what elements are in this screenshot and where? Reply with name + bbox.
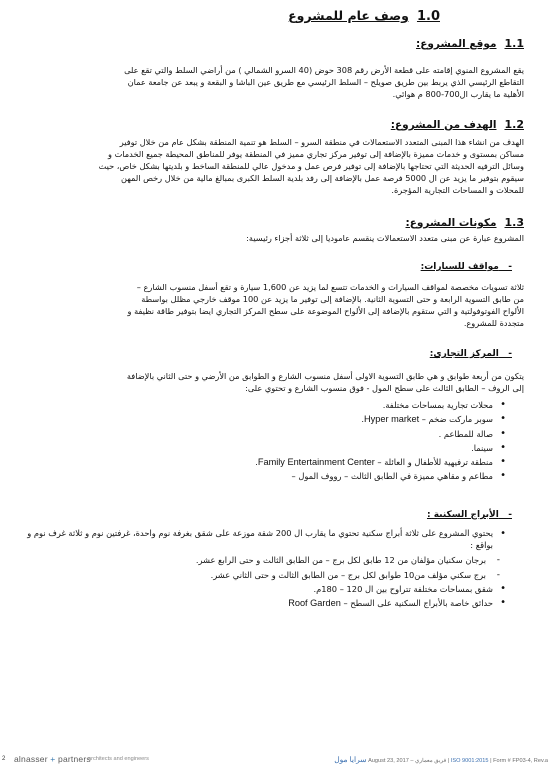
project-name: سرايا مول: [334, 755, 367, 764]
logo-name: alnasser: [14, 754, 48, 764]
form-number: | Form # FP03-4, Rev.a: [490, 758, 548, 764]
company-logo: [14, 754, 91, 764]
subsection-number: 1.1: [504, 37, 524, 50]
section-heading: [288, 8, 440, 24]
page-number: 2: [2, 756, 6, 762]
item-text: مطاعم و مقاهي مميزة في الطابق الثالث – رووف المول –: [291, 471, 493, 482]
list-item: [36, 398, 506, 412]
iso-label: ISO 9001:2015: [450, 758, 489, 764]
item-text: محلات تجارية بمساحات مختلفة.: [382, 400, 493, 410]
text-line: يتكون من أربعة طوابق و هي طابق التسوية الاولى أسفل منسوب الشارع و الطوابق من الأرضي و حتى الثاني بالإضافة: [126, 371, 524, 381]
subsection-number: 1.2: [504, 118, 524, 131]
item-text: سوبر ماركت ضخم –: [419, 414, 493, 425]
components-intro: المشروع عبارة عن مبنى متعدد الاستعمالات ينقسم عاموديا إلى ثلاثة أجزاء رئيسية:: [246, 233, 524, 243]
parking-title: مواقف للسيارات:: [420, 262, 499, 272]
list-item: [36, 469, 506, 483]
subsection-title: الهدف من المشروع:: [390, 119, 497, 131]
mall-heading: [430, 349, 512, 359]
item-text: حدائق خاصة بالأبراج السكنية على السطح –: [340, 598, 493, 609]
item-punct: .: [361, 414, 365, 425]
towers-title: الأبراج السكنية :: [426, 510, 499, 520]
section-number: 1.0: [416, 9, 440, 24]
section-title: وصف عام للمشروع: [288, 8, 409, 23]
text-line: الهدف من انشاء هذا المبنى المتعدد الاستعمالات في منطقة السرو – السلط هو تنمية المنطقة بشكل عام من خلال توفير: [119, 137, 524, 147]
goal-paragraph: [18, 136, 524, 196]
text-line: إلى الروف – الطابق الثالث على سطح المول - فوق منسوب الشارع و تحتوي على:: [245, 383, 524, 394]
item-text: برج سكني مؤلف من10 طوابق لكل برج – من الطابق الثالث و حتى الثاني عشر.: [210, 569, 486, 580]
page-footer: [0, 752, 552, 768]
text-line: ثلاثة تسويات مخصصة لمواقف السيارات و الخدمات تتسع لما يزيد عن 1,600 سيارة و تقع أسفل منسوب الشارع –: [136, 282, 524, 292]
dash-marker: -: [498, 262, 512, 272]
mall-paragraph: [18, 370, 524, 394]
footer-date: | فريق معماري – August 23, 2017: [368, 758, 450, 764]
item-latin-text: Roof Garden: [288, 598, 341, 609]
subsection-heading-location: [416, 37, 524, 50]
item-text: برجان سكنيان مؤلفان من 12 طابق لكل برج – من الطابق الثالث و حتى الرابع عشر.: [195, 555, 486, 566]
list-item: [22, 527, 506, 551]
parking-heading: [421, 262, 512, 272]
text-line: الأهلية ما يقارب ال700-800 م هوائي.: [392, 89, 524, 100]
item-text: شقق بمساحات مختلفة تتراوح بين ال 120 – 180م.: [313, 584, 493, 594]
subsection-title: موقع المشروع:: [416, 38, 497, 50]
text-line: وسائل الترفيه الحديثة التي تحتاجها بالإضافة إلى توفير فرص عمل و مدخول عالي للمنطقة الساخط و بلديتها بشكل خاص، حيث: [98, 161, 524, 172]
subsection-number: 1.3: [504, 216, 524, 229]
list-item: [36, 441, 506, 455]
list-item: [22, 568, 500, 582]
footer-meta: [334, 755, 548, 764]
subsection-heading-goal: [391, 118, 524, 131]
text-line: متجددة للمشروع.: [463, 318, 524, 329]
item-latin-text: Hyper market: [364, 414, 420, 425]
logo-partners: partners: [58, 754, 91, 764]
mall-title: المركز التجاري:: [429, 349, 499, 359]
text-line: من طابق التسوية الرابعة و حتى التسوية الثانية. بالإضافة إلى توفير ما يزيد عن 100 موقف خارجي مظلل بواسطة: [141, 294, 524, 305]
towers-heading: [427, 510, 512, 520]
dash-marker: -: [498, 510, 512, 520]
list-item: [36, 427, 506, 441]
text-line: للمحلات و المساحات التجارية المؤجرة.: [391, 185, 524, 196]
text-line: التقاطع الرئيسي الذي يربط بين طريق صويلح – السلط الرئيسي مع طريق عين الباشا و البقعة و يبعد عن جامعة عمان: [127, 77, 524, 88]
item-text: منطقة ترفيهية للأطفال و العائلة –: [374, 457, 493, 468]
list-item: [36, 412, 506, 426]
text-line: مساكن بمستوى و خدمات مميزة بالإضافة إلى توفير مركز تجاري مميز في المنطقة يوفر للمناطق المحيطة جميع الخدمات و: [108, 149, 524, 160]
text-line: سيقوم بتوفير ما يزيد عن ال 5000 فرصة عمل بالإضافة إلى رفد بلدية السلط الكبرى بمبالغ مالية من خلال رخص المهن: [120, 173, 524, 184]
company-tagline: architects and engineers: [88, 756, 149, 762]
mall-items-list: [36, 398, 506, 484]
location-paragraph: [18, 64, 524, 100]
item-text: صالة للمطاعم .: [438, 428, 493, 439]
item-text: يحتوي المشروع على ثلاثة أبراج سكنية تحتوي ما يقارب ال 200 شقة موزعة على شقق بغرفة نوم واحدة، غرفتين نوم و ثلاثة غرف نوم و بواقع :: [27, 528, 493, 551]
text-line: الألواح الفوتوفولتية و التي ستقوم بالإضافة إلى الألواح الموضوعة على سطح المركز التجاري ايضا بتوفير طاقة نظيفة و: [127, 306, 524, 317]
subsection-heading-components: [406, 216, 524, 229]
parking-paragraph: [18, 281, 524, 329]
item-latin-text: Family Entertainment Center: [257, 457, 375, 468]
list-item: [22, 596, 506, 610]
list-item: [36, 455, 506, 469]
list-item: [22, 582, 506, 596]
text-line: يقع المشروع المنوي إقامته على قطعة الأرض رقم 308 حوض (40 السرو الشمالي ) من أراضي السلط والتي تقع على: [124, 65, 524, 75]
plus-icon: +: [50, 754, 56, 764]
towers-items-list: [22, 527, 506, 611]
item-punct: .: [255, 457, 258, 468]
dash-marker: -: [498, 349, 512, 359]
item-text: سينما.: [471, 442, 493, 453]
subsection-title: مكونات المشروع:: [405, 217, 497, 229]
list-item: [22, 553, 500, 567]
